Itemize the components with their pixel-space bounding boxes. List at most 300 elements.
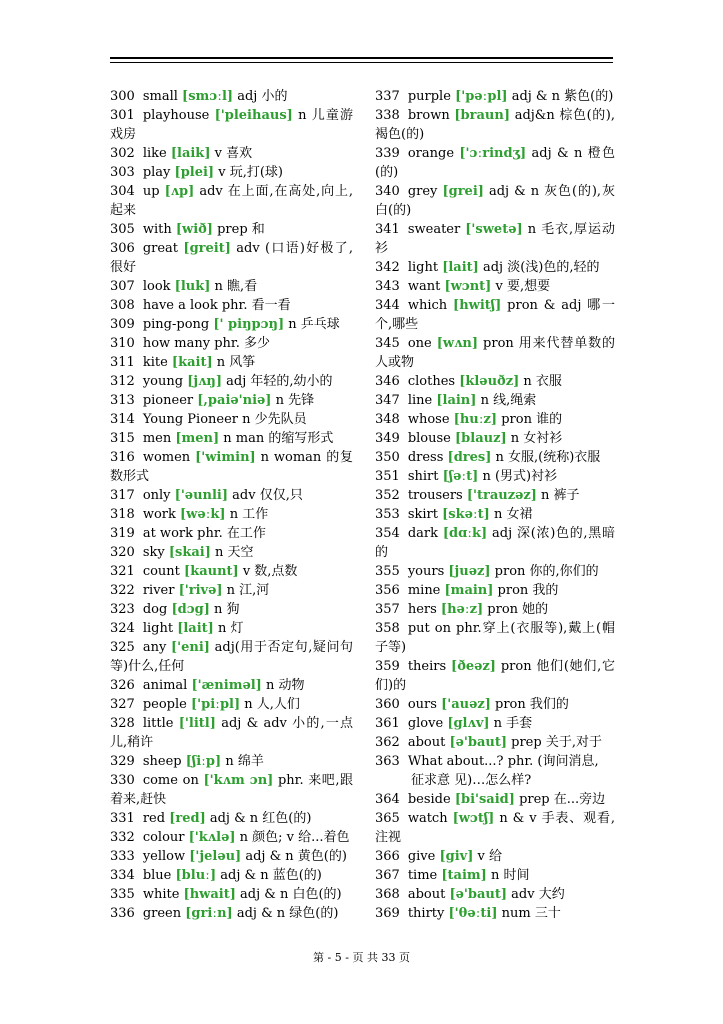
entry-definition: adv 大约 [511, 887, 565, 902]
entry-definition: n woman 的复数形式 [110, 450, 353, 484]
entry-phonetic: [bi'said] [454, 792, 515, 807]
entry-definition: phr.穿上(衣服等),戴上(帽子等) [375, 621, 616, 655]
entry-word: up [142, 184, 160, 199]
entry-word: work [142, 507, 176, 522]
entry-phonetic: [luk] [174, 279, 211, 294]
entry-definition: n 乒乓球 [288, 317, 340, 332]
vocab-entry [110, 220, 353, 239]
entry-number: 315 [110, 431, 135, 446]
entry-phonetic: ['trauzəz] [466, 488, 537, 503]
vocab-entry [110, 372, 353, 391]
vocab-entry [375, 600, 615, 619]
vocab-entry [375, 429, 615, 448]
entry-number: 344 [375, 298, 400, 313]
entry-number: 351 [375, 469, 400, 484]
entry-number: 337 [375, 89, 400, 104]
entry-number: 354 [375, 526, 400, 541]
vocab-entry [375, 562, 615, 581]
entry-word: at work [142, 526, 193, 541]
entry-definition: phr. (询问消息, [507, 754, 599, 769]
entry-word: mine [407, 583, 441, 598]
entry-phonetic: [greit] [183, 241, 231, 256]
entry-phonetic: [wɔtʃ] [452, 811, 495, 826]
vocab-entry [375, 581, 615, 600]
entry-number: 323 [110, 602, 135, 617]
entry-word: watch [407, 811, 448, 826]
entry-definition: adj 淡(浅)色的,轻的 [482, 260, 600, 275]
entry-word: glove [407, 716, 444, 731]
vocab-entry [110, 543, 353, 562]
entry-definition: prep 和 [217, 222, 265, 237]
vocab-entry [110, 676, 353, 695]
entry-number: 303 [110, 165, 135, 180]
entry-definition: n 女裙 [493, 507, 533, 522]
entry-word: put on [407, 621, 451, 636]
vocab-entry [375, 258, 615, 277]
entry-number: 348 [375, 412, 400, 427]
entry-word: play [142, 165, 171, 180]
entry-definition: n 线,绳索 [480, 393, 537, 408]
entry-definition: v 数,点数 [242, 564, 298, 579]
entry-phonetic: [braun] [454, 108, 510, 123]
entry-word: red [142, 811, 166, 826]
vocab-entry [375, 904, 615, 923]
entry-definition: n 绵羊 [225, 754, 264, 769]
entry-number: 340 [375, 184, 400, 199]
entry-definition: pron 我们的 [495, 697, 569, 712]
vocab-entry [110, 828, 353, 847]
entry-phonetic: [glʌv] [447, 716, 490, 731]
entry-word: thirty [407, 906, 445, 921]
header-rule [110, 57, 613, 63]
entry-definition: n 女衬衫 [510, 431, 563, 446]
entry-number: 324 [110, 621, 135, 636]
entry-word: sheep [142, 754, 182, 769]
vocab-entry [375, 790, 615, 809]
entry-definition: v 给 [477, 849, 503, 864]
entry-number: 308 [110, 298, 135, 313]
entry-word: young [142, 374, 184, 389]
entry-definition: adj & n 绿色(的) [236, 906, 339, 921]
entry-definition: v 喜欢 [214, 146, 253, 161]
entry-phonetic: ['auəz] [441, 697, 491, 712]
entry-definition: prep 关于,对于 [511, 735, 602, 750]
entry-phonetic: [hwait] [183, 887, 236, 902]
vocab-entry [110, 866, 353, 885]
entry-number: 335 [110, 887, 135, 902]
entry-definition: pron 谁的 [501, 412, 563, 427]
entry-phonetic: [laik] [170, 146, 211, 161]
entry-number: 343 [375, 279, 400, 294]
entry-phonetic: ['əunli] [174, 488, 229, 503]
vocab-entry [375, 277, 615, 296]
vocab-entry [375, 714, 615, 733]
vocab-entry [110, 277, 353, 296]
entry-definition: v 玩,打(球) [218, 165, 283, 180]
entry-word: brown [407, 108, 450, 123]
entry-number: 319 [110, 526, 135, 541]
entry-word: men [142, 431, 172, 446]
entry-word: light [142, 621, 174, 636]
entry-number: 359 [375, 659, 400, 674]
entry-phonetic: [jʌŋ] [187, 374, 223, 389]
vocab-entry [110, 847, 353, 866]
entry-definition: n 人,人们 [244, 697, 300, 712]
entry-number: 363 [375, 754, 400, 769]
entry-word: sweater [407, 222, 461, 237]
entry-phonetic: ['pəːpl] [455, 89, 508, 104]
entry-definition: v 要,想要 [495, 279, 551, 294]
entry-word: dog [142, 602, 168, 617]
entry-phonetic: [,paiə'niə] [197, 393, 272, 408]
entry-word: line [407, 393, 433, 408]
entry-word: light [407, 260, 439, 275]
entry-number: 341 [375, 222, 400, 237]
entry-word: ping-pong [142, 317, 210, 332]
vocab-entry [375, 695, 615, 714]
entry-number: 300 [110, 89, 135, 104]
entry-definition: pron 她的 [487, 602, 549, 617]
vocab-entry [110, 505, 353, 524]
entry-word: want [407, 279, 441, 294]
entry-word: about [407, 735, 446, 750]
vocab-entry [110, 410, 353, 429]
entry-word: have a look [142, 298, 218, 313]
entry-phonetic: [ə'baut] [449, 887, 507, 902]
entry-number: 320 [110, 545, 135, 560]
vocab-entry [110, 904, 353, 923]
entry-word: trousers [407, 488, 463, 503]
entry-phonetic: [ə'baut] [449, 735, 507, 750]
entry-number: 342 [375, 260, 400, 275]
entry-word: kite [142, 355, 168, 370]
entry-word: one [407, 336, 432, 351]
vocab-entry [375, 866, 615, 885]
vocab-entry [375, 87, 615, 106]
entry-phonetic: [ðeəz] [451, 659, 496, 674]
entry-definition: adv (口语)好极了,很好 [110, 241, 353, 275]
vocab-entry [110, 619, 353, 638]
entry-definition: pron 我的 [497, 583, 559, 598]
vocab-entry [110, 809, 353, 828]
entry-number: 352 [375, 488, 400, 503]
entry-phonetic: [hwitʃ] [453, 298, 502, 313]
entry-number: 326 [110, 678, 135, 693]
vocab-entry [375, 296, 615, 334]
entry-phonetic: [dres] [447, 450, 492, 465]
entry-definition: prep 在...旁边 [519, 792, 606, 807]
entry-definition: phr. 在工作 [197, 526, 266, 541]
entry-word: purple [407, 89, 451, 104]
entry-definition: adj 小的 [237, 89, 288, 104]
vocab-entry [110, 296, 353, 315]
entry-definition: adj&n 棕色(的),褐色(的) [375, 108, 615, 142]
entry-definition: adj 深(浓)色的,黑暗的 [375, 526, 615, 560]
entry-phonetic: ['eni] [171, 640, 210, 655]
vocab-entry [110, 87, 353, 106]
entry-number: 325 [110, 640, 135, 655]
entry-word: whose [407, 412, 450, 427]
entry-number: 346 [375, 374, 400, 389]
entry-definition: adj & n 红色(的) [209, 811, 312, 826]
entry-phonetic: ['jeləu] [189, 849, 242, 864]
entry-definition: num 三十 [501, 906, 561, 921]
vocab-entry [375, 885, 615, 904]
vocab-entry [375, 657, 615, 695]
entry-definition: adj & n 紫色(的) [511, 89, 614, 104]
entry-word: yours [407, 564, 445, 579]
vocab-entry [375, 752, 615, 790]
entry-number: 301 [110, 108, 135, 123]
entry-word: grey [407, 184, 438, 199]
entry-word: Young Pioneer [142, 412, 239, 427]
entry-phonetic: [ʌp] [164, 184, 195, 199]
entry-phonetic: ['æniməl] [191, 678, 262, 693]
vocab-entry [110, 144, 353, 163]
entry-phonetic: [griːn] [185, 906, 233, 921]
vocab-entry [375, 334, 615, 372]
entry-word: blouse [407, 431, 451, 446]
entry-word: sky [142, 545, 165, 560]
entry-word: little [142, 716, 174, 731]
entry-phonetic: [dɑːk] [442, 526, 488, 541]
entry-word: small [142, 89, 178, 104]
entry-phonetic: [dɔg] [171, 602, 210, 617]
vocab-entry [375, 410, 615, 429]
entry-phonetic: [kləuðz] [459, 374, 520, 389]
entry-word: blue [142, 868, 172, 883]
entry-phonetic: [' piŋpɔŋ] [213, 317, 285, 332]
entry-phonetic: [wəːk] [180, 507, 226, 522]
entry-word: only [142, 488, 171, 503]
entry-word: green [142, 906, 182, 921]
entry-word: skirt [407, 507, 438, 522]
entry-definition: n 江,河 [226, 583, 270, 598]
vocab-column-left [110, 87, 353, 923]
vocab-entry [110, 752, 353, 771]
entry-number: 366 [375, 849, 400, 864]
entry-phonetic: ['swetə] [465, 222, 523, 237]
entry-definition: n 裤子 [541, 488, 580, 503]
entry-definition: pron 你的,你们的 [494, 564, 599, 579]
page-footer: 第 - 5 - 页 共 33 页 [313, 951, 410, 964]
entry-number: 365 [375, 811, 400, 826]
entry-number: 321 [110, 564, 135, 579]
entry-definition: n (男式)衬衫 [482, 469, 558, 484]
entry-number: 338 [375, 108, 400, 123]
entry-phonetic: [ʃiːp] [185, 754, 222, 769]
vocab-entry [375, 182, 615, 220]
entry-number: 302 [110, 146, 135, 161]
entry-word: What about...? [407, 754, 504, 769]
entry-definition: n 狗 [214, 602, 240, 617]
vocab-entry [375, 847, 615, 866]
entry-definition: adj & adv 小的,一点儿,稍许 [110, 716, 353, 750]
entry-phonetic: [skai] [168, 545, 211, 560]
vocab-entry [110, 581, 353, 600]
entry-definition: pron 他们(她们,它们)的 [375, 659, 616, 693]
entry-number: 304 [110, 184, 135, 199]
entry-word: about [407, 887, 446, 902]
entry-number: 362 [375, 735, 400, 750]
entry-phonetic: [taim] [441, 868, 487, 883]
entry-definition: pron 用来代替单数的人或物 [375, 336, 616, 370]
vocab-entry [110, 486, 353, 505]
entry-number: 364 [375, 792, 400, 807]
entry-number: 307 [110, 279, 135, 294]
entry-word: how many [142, 336, 211, 351]
entry-definition: n 先锋 [275, 393, 315, 408]
entry-definition: adj & n 黄色(的) [245, 849, 347, 864]
entry-number: 316 [110, 450, 135, 465]
entry-number: 347 [375, 393, 400, 408]
entry-phonetic: [lait] [177, 621, 214, 636]
entry-definition: adj(用于否定句,疑问句等)什么,任何 [110, 640, 354, 674]
entry-word: shirt [407, 469, 439, 484]
vocab-entry [110, 163, 353, 182]
entry-number: 356 [375, 583, 400, 598]
vocab-entry [375, 372, 615, 391]
entry-number: 313 [110, 393, 135, 408]
entry-number: 305 [110, 222, 135, 237]
entry-phonetic: [wʌn] [436, 336, 479, 351]
entry-word: playhouse [142, 108, 210, 123]
entry-word: hers [407, 602, 437, 617]
entry-phonetic: [lait] [442, 260, 479, 275]
entry-definition: adj & n 白色(的) [240, 887, 342, 902]
entry-number: 309 [110, 317, 135, 332]
entry-phonetic: [wið] [175, 222, 213, 237]
entry-phonetic: [wɔnt] [444, 279, 492, 294]
entry-number: 361 [375, 716, 400, 731]
entry-definition: n 时间 [490, 868, 530, 883]
vocab-entry [375, 220, 615, 258]
entry-word: colour [142, 830, 185, 845]
entry-definition-continued: 征求意 见)…怎么样? [411, 773, 532, 788]
entry-definition: adj & n 蓝色(的) [220, 868, 322, 883]
vocab-entry [110, 391, 353, 410]
entry-number: 349 [375, 431, 400, 446]
entry-number: 334 [110, 868, 135, 883]
vocab-entry [375, 619, 615, 657]
entry-phonetic: ['piːpl] [190, 697, 241, 712]
entry-definition: adv 在上面,在高处,向上,起来 [110, 184, 354, 218]
entry-definition: n 儿童游戏房 [110, 108, 353, 142]
vocab-entry [110, 524, 353, 543]
entry-word: dress [407, 450, 444, 465]
entry-number: 333 [110, 849, 135, 864]
entry-definition: n 女服,(统称)衣服 [495, 450, 601, 465]
entry-definition: n 工作 [229, 507, 269, 522]
vocab-entry [110, 448, 353, 486]
entry-phonetic: [lain] [436, 393, 477, 408]
entry-number: 312 [110, 374, 135, 389]
entry-definition: n 瞧,看 [214, 279, 258, 294]
vocab-entry [110, 353, 353, 372]
entry-word: theirs [407, 659, 447, 674]
entry-word: like [142, 146, 167, 161]
entry-definition: n 风筝 [216, 355, 256, 370]
entry-word: look [142, 279, 171, 294]
entry-word: which [407, 298, 448, 313]
entry-number: 358 [375, 621, 400, 636]
vocab-entry [110, 600, 353, 619]
vocab-entry [110, 885, 353, 904]
entry-definition: n & v 手表、观看,注视 [375, 811, 615, 845]
entry-number: 328 [110, 716, 135, 731]
vocab-entry [110, 239, 353, 277]
entry-word: ours [407, 697, 437, 712]
vocab-entry [375, 486, 615, 505]
entry-word: yellow [142, 849, 186, 864]
vocab-entry [375, 467, 615, 486]
vocab-entry [110, 714, 353, 752]
entry-number: 331 [110, 811, 135, 826]
entry-word: clothes [407, 374, 456, 389]
vocab-entry [375, 809, 615, 847]
entry-definition: pron & adj 哪一个,哪些 [375, 298, 616, 332]
entry-number: 329 [110, 754, 135, 769]
entry-number: 322 [110, 583, 135, 598]
entry-phonetic: [men] [175, 431, 220, 446]
entry-definition: adj & n 橙色(的) [375, 146, 615, 180]
entry-number: 314 [110, 412, 135, 427]
entry-phonetic: [skəːt] [442, 507, 490, 522]
entry-phonetic: [blauz] [455, 431, 507, 446]
entry-phonetic: [giv] [439, 849, 474, 864]
entry-phonetic: ['litl] [178, 716, 216, 731]
entry-number: 306 [110, 241, 135, 256]
vocab-entry [375, 505, 615, 524]
entry-number: 311 [110, 355, 135, 370]
entry-word: animal [142, 678, 188, 693]
vocab-entry [375, 448, 615, 467]
entry-number: 345 [375, 336, 400, 351]
entry-phonetic: ['kʌlə] [188, 830, 236, 845]
entry-definition: n 手套 [493, 716, 533, 731]
entry-definition: phr. 看一看 [221, 298, 291, 313]
entry-phonetic: ['kʌm ɔn] [203, 773, 274, 788]
vocab-entry [110, 638, 353, 676]
entry-word: any [142, 640, 167, 655]
entry-definition: phr. 来吧,跟着来,赶快 [110, 773, 353, 807]
entry-phonetic: ['ɔːrindʒ] [459, 146, 527, 161]
vocab-entry [110, 429, 353, 448]
entry-number: 330 [110, 773, 135, 788]
entry-phonetic: [grei] [442, 184, 484, 199]
entry-phonetic: ['wimin] [195, 450, 256, 465]
entry-number: 357 [375, 602, 400, 617]
entry-definition: adv 仅仅,只 [232, 488, 303, 503]
entry-word: beside [407, 792, 451, 807]
entry-definition: n 天空 [215, 545, 254, 560]
entry-number: 317 [110, 488, 135, 503]
vocab-column-right [375, 87, 615, 923]
entry-word: give [407, 849, 436, 864]
entry-word: white [142, 887, 180, 902]
entry-phonetic: [main] [444, 583, 494, 598]
vocab-entry [110, 695, 353, 714]
entry-word: with [142, 222, 172, 237]
entry-number: 318 [110, 507, 135, 522]
entry-number: 336 [110, 906, 135, 921]
vocab-entry [110, 334, 353, 353]
vocab-entry [110, 106, 353, 144]
entry-phonetic: [red] [169, 811, 206, 826]
entry-number: 332 [110, 830, 135, 845]
entry-phonetic: [həːz] [440, 602, 484, 617]
entry-phonetic: [smɔːl] [182, 89, 234, 104]
